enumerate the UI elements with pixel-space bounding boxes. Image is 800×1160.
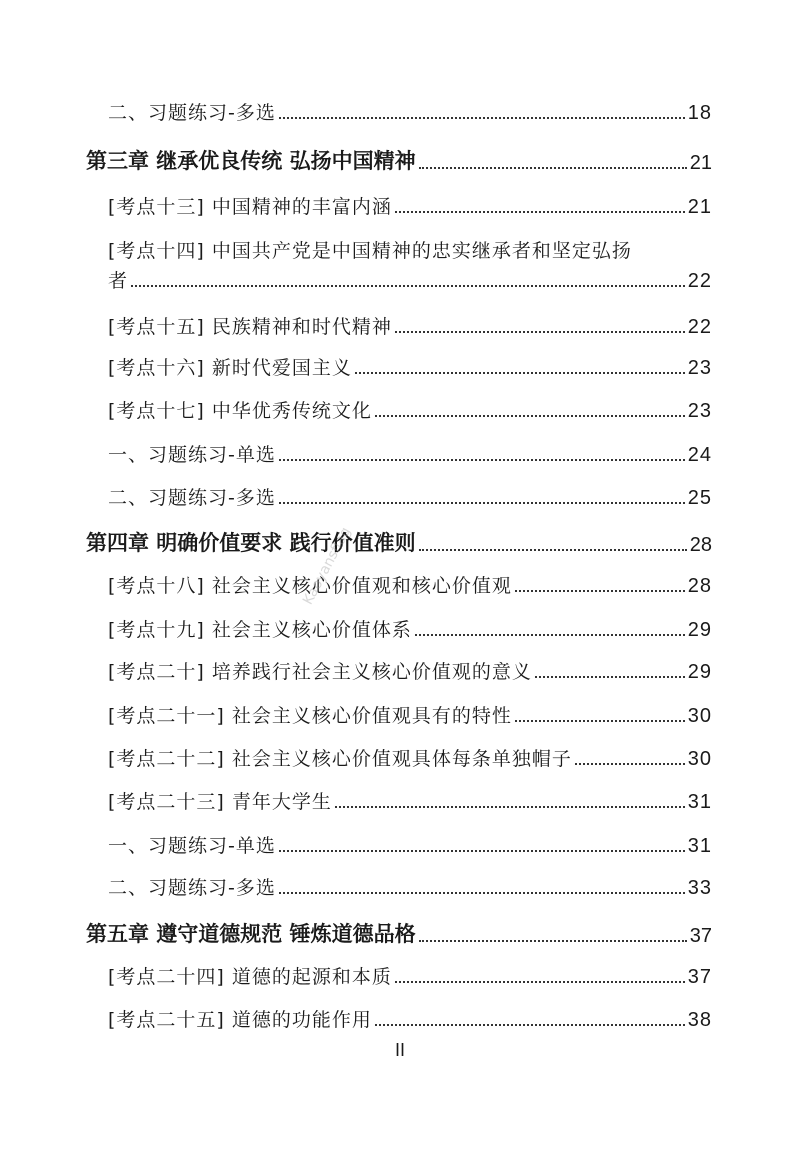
toc-page-number: 30 (687, 705, 712, 727)
toc-chapter[interactable] (0, 918, 712, 948)
toc-entry[interactable] (0, 1005, 712, 1032)
toc-page-number: 37 (689, 925, 712, 947)
toc-page-number: 33 (687, 877, 712, 899)
toc-page-number: 22 (687, 316, 712, 338)
toc-page-number: 37 (687, 966, 712, 988)
dot-leader (279, 116, 685, 119)
toc-chapter[interactable] (0, 145, 712, 175)
dot-leader (575, 762, 685, 765)
toc-entry[interactable] (0, 353, 712, 380)
toc-page-number: 28 (689, 534, 712, 556)
dot-leader (415, 633, 685, 636)
toc-entry-title: [考点二十五] 道德的功能作用 (108, 1009, 372, 1031)
toc-page-number: 24 (687, 444, 712, 466)
toc-entry[interactable] (0, 831, 712, 858)
toc-page-number: 22 (687, 270, 712, 292)
toc-entry-title: 二、习题练习-多选 (108, 102, 276, 124)
dot-leader (335, 805, 685, 808)
toc-entry[interactable] (0, 657, 712, 684)
toc-entry-title: 二、习题练习-多选 (108, 487, 276, 509)
dot-leader (395, 210, 685, 213)
toc-entry-continuation: 者 (108, 270, 129, 292)
toc-entry-title: [考点二十四] 道德的起源和本质 (108, 966, 392, 988)
toc-entry[interactable] (0, 192, 712, 219)
dot-leader (515, 589, 685, 592)
toc-entry-title: [考点二十三] 青年大学生 (108, 791, 332, 813)
toc-entry[interactable] (0, 266, 712, 293)
dot-leader (375, 414, 685, 417)
toc-page-number: 25 (687, 487, 712, 509)
dot-leader (375, 1023, 685, 1026)
chapter-title: 第五章 遵守道德规范 锤炼道德品格 (86, 922, 416, 946)
toc-entry-title: [考点二十二] 社会主义核心价值观具体每条单独帽子 (108, 748, 572, 770)
toc-page-number: 30 (687, 748, 712, 770)
watermark: Kaoyansflag (300, 524, 355, 608)
toc-entry[interactable] (0, 787, 712, 814)
toc-entry[interactable] (0, 440, 712, 467)
dot-leader (279, 501, 685, 504)
toc-chapter[interactable] (0, 527, 712, 557)
toc-entry[interactable] (0, 873, 712, 900)
dot-leader (395, 980, 685, 983)
dot-leader (535, 675, 685, 678)
toc-entry-title: 一、习题练习-单选 (108, 835, 276, 857)
toc-entry[interactable] (0, 312, 712, 339)
toc-entry-title: [考点十三] 中国精神的丰富内涵 (108, 196, 392, 218)
toc-entry-title: [考点十五] 民族精神和时代精神 (108, 316, 392, 338)
toc-page-number: 31 (687, 835, 712, 857)
toc-entry[interactable] (0, 98, 712, 125)
dot-leader (131, 284, 685, 287)
toc-page-number: 31 (687, 791, 712, 813)
dot-leader (279, 458, 685, 461)
toc-page-number: 21 (687, 196, 712, 218)
dot-leader (355, 371, 685, 374)
toc-entry[interactable] (0, 701, 712, 728)
dot-leader (279, 849, 685, 852)
toc-page-number: 23 (687, 357, 712, 379)
toc-entry-title: [考点十九] 社会主义核心价值体系 (108, 619, 412, 641)
chapter-title: 第三章 继承优良传统 弘扬中国精神 (86, 149, 416, 173)
toc-entry-title: [考点十七] 中华优秀传统文化 (108, 400, 372, 422)
dot-leader (395, 330, 685, 333)
page-footer-number: II (394, 1040, 405, 1060)
toc-entry-first-line[interactable]: [考点十四] 中国共产党是中国精神的忠实继承者和坚定弘扬 (108, 240, 632, 262)
toc-page-number: 23 (687, 400, 712, 422)
toc-entry[interactable] (0, 615, 712, 642)
dot-leader (419, 939, 687, 942)
toc-entry[interactable] (0, 744, 712, 771)
toc-entry[interactable] (0, 483, 712, 510)
toc-page-number: 28 (687, 575, 712, 597)
toc-entry[interactable] (0, 571, 712, 598)
toc-page-number: 21 (689, 152, 712, 174)
toc-entry-title: [考点十六] 新时代爱国主义 (108, 357, 352, 379)
toc-page-number: 38 (687, 1009, 712, 1031)
toc-page-number: 18 (687, 102, 712, 124)
toc-entry[interactable] (0, 962, 712, 989)
dot-leader (515, 719, 685, 722)
toc-entry-title: [考点二十] 培养践行社会主义核心价值观的意义 (108, 661, 532, 683)
toc-entry-title: [考点十八] 社会主义核心价值观和核心价值观 (108, 575, 512, 597)
toc-entry-title: [考点二十一] 社会主义核心价值观具有的特性 (108, 705, 512, 727)
toc-page-number: 29 (687, 661, 712, 683)
dot-leader (419, 166, 687, 169)
toc-entry-title: 一、习题练习-单选 (108, 444, 276, 466)
dot-leader (419, 548, 687, 551)
toc-entry[interactable] (0, 396, 712, 423)
toc-entry-title: 二、习题练习-多选 (108, 877, 276, 899)
dot-leader (279, 891, 685, 894)
toc-page-number: 29 (687, 619, 712, 641)
chapter-title: 第四章 明确价值要求 践行价值准则 (86, 531, 416, 555)
